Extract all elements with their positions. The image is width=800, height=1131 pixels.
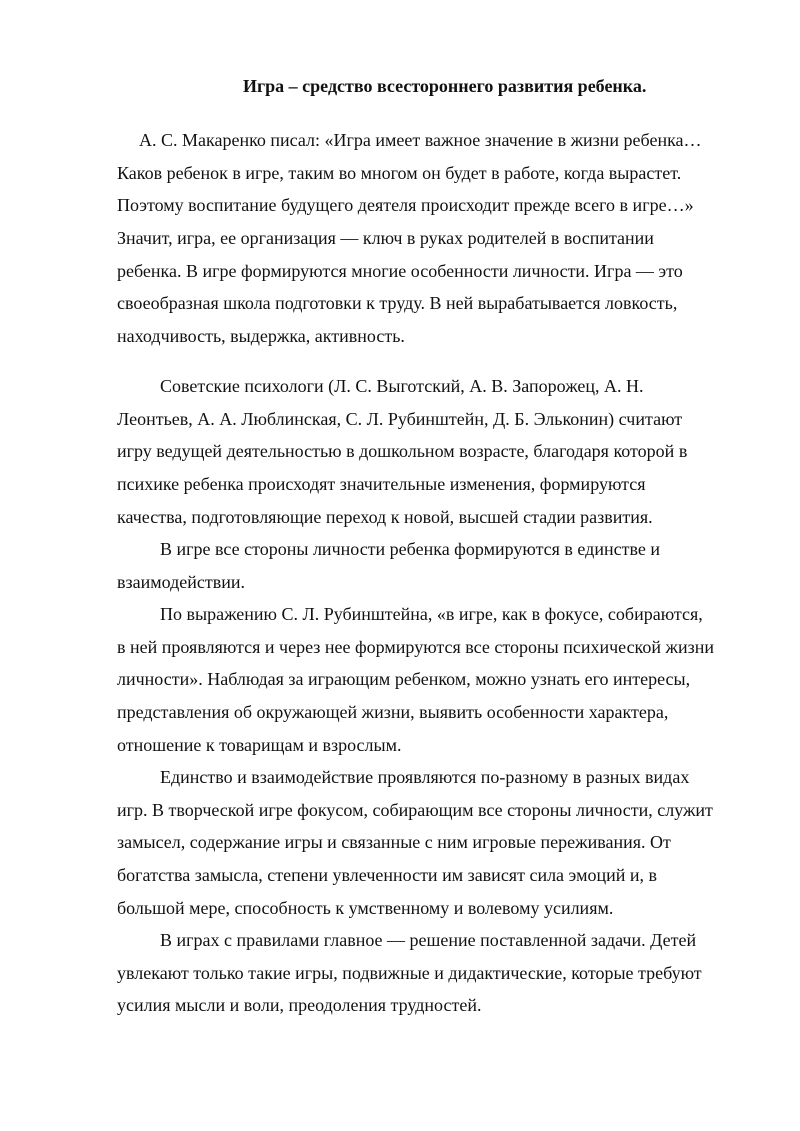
text-line: А. С. Макаренко писал: «Игра имеет важное значение в жизни ребенка…: [139, 130, 702, 150]
text-line: игру ведущей деятельностью в дошкольном возрасте, благодаря которой в: [117, 441, 688, 462]
text-line: богатства замысла, степени увлеченности им зависят сила эмоций и, в: [117, 865, 658, 886]
paragraph-rubinstein: [117, 598, 757, 761]
text-line: замысел, содержание игры и связанные с ним игровые переживания. От: [117, 832, 671, 853]
text-line: Поэтому воспитание будущего деятеля происходит прежде всего в игре…»: [117, 195, 694, 216]
text-line: в ней проявляются и через нее формируются все стороны психической жизни: [117, 636, 714, 657]
text-line: усилия мысли и воли, преодоления трудностей.: [117, 995, 482, 1016]
text-line: взаимодействии.: [117, 571, 246, 592]
paragraph-unity: [117, 533, 757, 598]
text-line: находчивость, выдержка, активность.: [117, 326, 405, 347]
text-line: большой мере, способность к умственному и волевому усилиям.: [117, 897, 614, 918]
text-line: Значит, игра, ее организация — ключ в руках родителей в воспитании: [117, 228, 654, 249]
paragraph-rules-games: [117, 924, 757, 1022]
text-line: Леонтьев, А. А. Люблинская, С. Л. Рубинштейн, Д. Б. Эльконин) считают: [117, 408, 683, 429]
paragraph-creative-game: [117, 761, 757, 924]
text-line: В игре все стороны личности ребенка формируются в единстве и: [160, 539, 660, 559]
text-line: В играх с правилами главное — решение поставленной задачи. Детей: [160, 930, 697, 950]
text-line: Советские психологи (Л. С. Выготский, А. В. Запорожец, А. Н.: [160, 376, 644, 396]
text-line: Единство и взаимодействие проявляются по-разному в разных видах: [160, 767, 690, 787]
text-line: Каков ребенок в игре, таким во многом он будет в работе, когда вырастет.: [117, 162, 682, 183]
text-line: игр. В творческой игре фокусом, собирающим все стороны личности, служит: [117, 799, 713, 820]
text-line: ребенка. В игре формируются многие особенности личности. Игра — это: [117, 260, 683, 281]
text-line: увлекают только такие игры, подвижные и дидактические, которые требуют: [117, 962, 702, 983]
text-line: По выражению С. Л. Рубинштейна, «в игре, как в фокусе, собираются,: [160, 604, 703, 624]
document-title: Игра – средство всестороннего развития ребенка.: [243, 76, 647, 96]
paragraph-soviet-psychologists: [117, 370, 757, 533]
text-line: представления об окружающей жизни, выявить особенности характера,: [117, 702, 669, 723]
text-line: психике ребенка происходят значительные изменения, формируются: [117, 474, 646, 495]
text-line: качества, подготовляющие переход к новой, высшей стадии развития.: [117, 506, 653, 527]
text-line: личности». Наблюдая за играющим ребенком, можно узнать его интересы,: [117, 669, 691, 690]
paragraph-makarenko: [117, 124, 757, 353]
text-line: своеобразная школа подготовки к труду. В ней вырабатывается ловкость,: [117, 293, 678, 314]
text-line: отношение к товарищам и взрослым.: [117, 734, 402, 755]
